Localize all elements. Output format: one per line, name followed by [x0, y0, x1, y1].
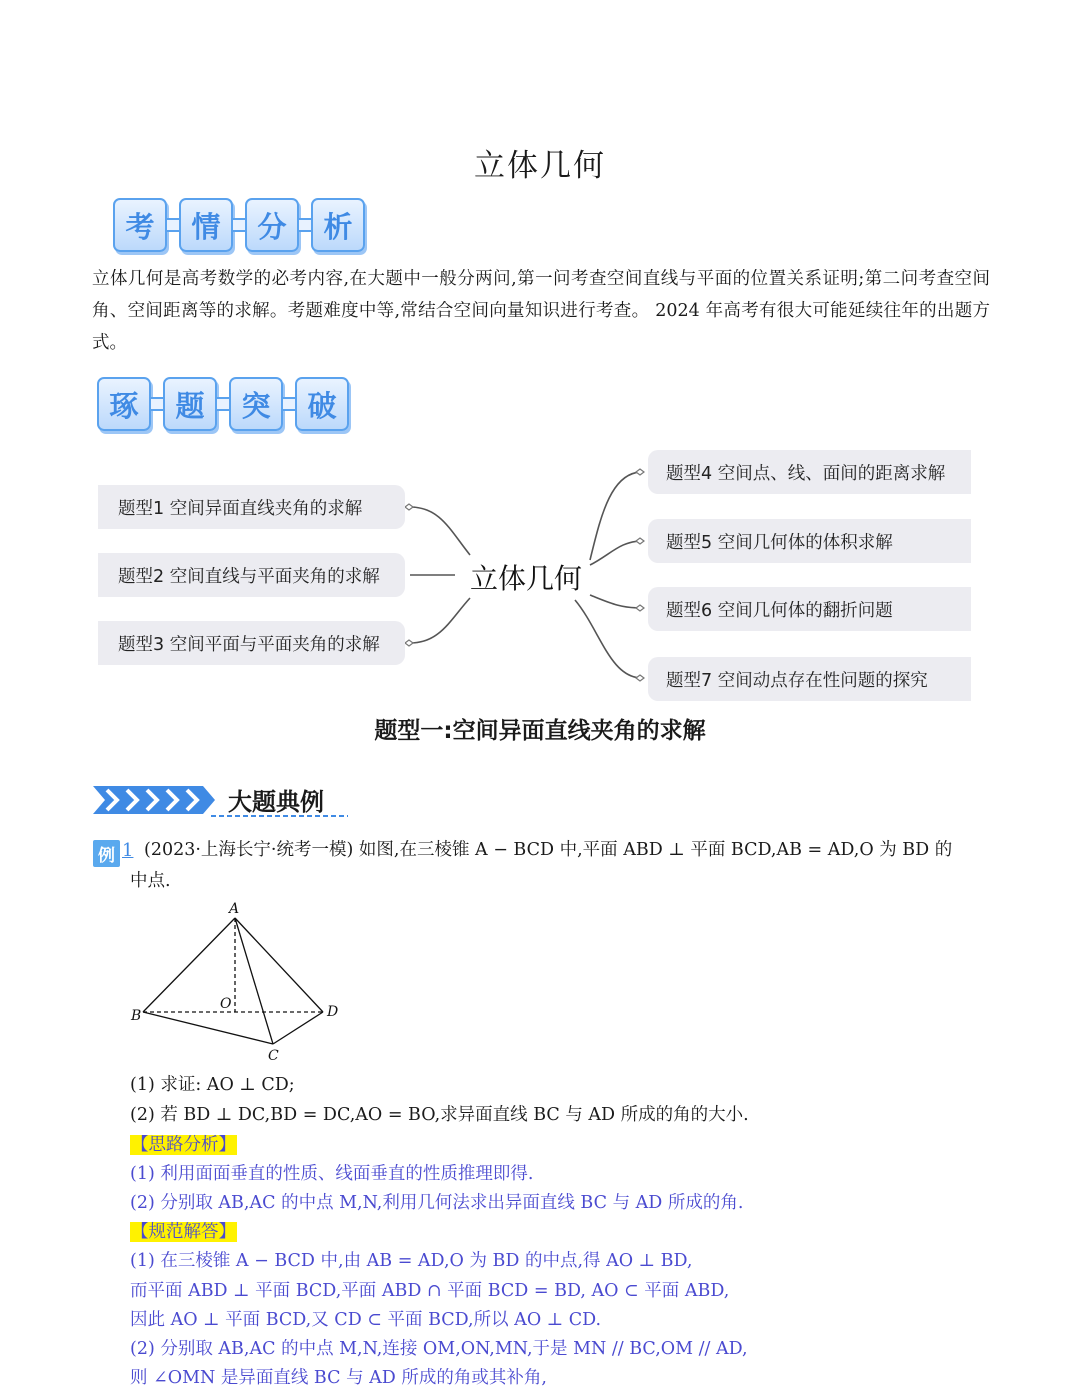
section-title: 题型一:空间异面直线夹角的求解: [374, 718, 706, 744]
banner-link: [167, 218, 179, 232]
banner-link: [283, 397, 295, 411]
banner-tile: 题: [163, 377, 217, 431]
mindmap-node-type6: 题型6 空间几何体的翻折问题: [648, 587, 971, 631]
intro-paragraph: 立体几何是高考数学的必考内容,在大题中一般分两问,第一问考查空间直线与平面的位置关系证明;第二问考查空间角、空间距离等的求解。考题难度中等,常结合空间向量知识进行考查。 2024 年高考有很大可能延续往年的出题方式。: [92, 269, 990, 353]
banner-tile: 琢: [97, 377, 151, 431]
example-badge: 例: [93, 840, 120, 867]
label-B: B: [131, 1008, 142, 1024]
banner-tile: 突: [229, 377, 283, 431]
banner-tile: 破: [295, 377, 349, 431]
banner-link: [299, 218, 311, 232]
banner-link: [233, 218, 245, 232]
banner-kaoqing-fenxi: [113, 198, 365, 252]
banner-zhuoti-tupo: [97, 377, 349, 431]
ribbon-label: 大题典例: [228, 788, 324, 816]
banner-tile: 情: [179, 198, 233, 252]
question-2: (2) 若 BD ⊥ DC,BD = DC,AO = BO,求异面直线 BC 与 AD 所成的角的大小.: [130, 1105, 749, 1125]
example-line1: (2023·上海长宁·统考一模) 如图,在三棱锥 A − BCD 中,平面 ABD ⊥ 平面 BCD,AB = AD,O 为 BD 的: [144, 840, 953, 860]
mindmap-node-type2: 题型2 空间直线与平面夹角的求解: [98, 553, 405, 597]
label-O: O: [220, 996, 232, 1012]
example-number-link[interactable]: 1: [122, 840, 134, 861]
banner-tile: 析: [311, 198, 365, 252]
banner-tile: 考: [113, 198, 167, 252]
solution-4: (2) 分别取 AB,AC 的中点 M,N,连接 OM,ON,MN,于是 MN // BC,OM // AD,: [130, 1339, 748, 1359]
label-A: A: [229, 901, 240, 917]
mindmap-node-type7: 题型7 空间动点存在性问题的探究: [648, 657, 971, 701]
example-line2: 中点.: [130, 871, 171, 891]
mindmap-node-type3: 题型3 空间平面与平面夹角的求解: [98, 621, 405, 665]
solution-5: 则 ∠OMN 是异面直线 BC 与 AD 所成的角或其补角,: [130, 1368, 547, 1388]
mindmap-node-type1: 题型1 空间异面直线夹角的求解: [98, 485, 405, 529]
banner-tile: 分: [245, 198, 299, 252]
solution-1: (1) 在三棱锥 A − BCD 中,由 AB = AD,O 为 BD 的中点,得 AO ⊥ BD,: [130, 1251, 693, 1271]
analysis-2: (2) 分别取 AB,AC 的中点 M,N,利用几何法求出异面直线 BC 与 AD 所成的角.: [130, 1193, 744, 1213]
mindmap-center: 立体几何: [470, 562, 583, 595]
solution-3: 因此 AO ⊥ 平面 BCD,又 CD ⊂ 平面 BCD,所以 AO ⊥ CD.: [130, 1310, 602, 1330]
banner-link: [217, 397, 229, 411]
mindmap-node-type5: 题型5 空间几何体的体积求解: [648, 519, 971, 563]
mindmap-node-type4: 题型4 空间点、线、面间的距离求解: [648, 450, 971, 494]
label-D: D: [327, 1004, 339, 1020]
analysis-tag: 【思路分析】: [131, 1135, 236, 1155]
banner-link: [151, 397, 163, 411]
tetrahedron-figure: [125, 898, 355, 1068]
analysis-1: (1) 利用面面垂直的性质、线面垂直的性质推理即得.: [130, 1164, 534, 1184]
label-C: C: [268, 1048, 279, 1064]
solution-2: 而平面 ABD ⊥ 平面 BCD,平面 ABD ∩ 平面 BCD = BD, AO ⊂ 平面 ABD,: [130, 1281, 730, 1301]
solution-tag: 【规范解答】: [131, 1222, 236, 1242]
page-title: 立体几何: [474, 148, 606, 184]
question-1: (1) 求证: AO ⊥ CD;: [130, 1075, 295, 1095]
